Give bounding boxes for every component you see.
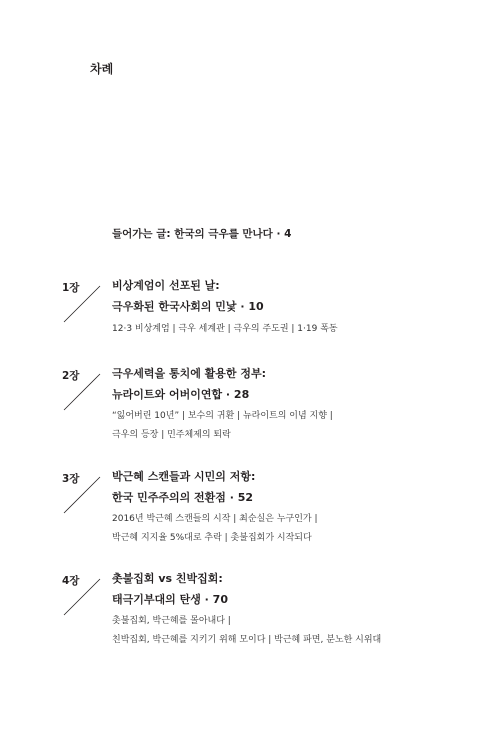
chapter-title-line1: 비상계엄이 선포된 날: <box>112 279 220 292</box>
section-line: 극우의 등장 | 민주체제의 퇴락 <box>112 430 231 440</box>
chapter-title-line1: 박근혜 스캔들과 시민의 저항: <box>112 470 256 483</box>
section-line: 박근혜 지지율 5%대로 추락 | 촛불집회가 시작되다 <box>112 533 312 543</box>
chapter-sections <box>112 407 333 445</box>
chapter-number: 3장 <box>62 473 80 485</box>
chapter-number: 1장 <box>62 282 80 294</box>
section-line: “잃어버린 10년” | 보수의 귀환 | 뉴라이트의 이념 지향 | <box>112 411 333 421</box>
chapter-title-line2: 뉴라이트와 어버이연합 · 28 <box>112 388 250 401</box>
section-line: 12·3 비상계엄 | 극우 세계관 | 극우의 주도권 | 1·19 폭동 <box>112 324 338 334</box>
intro-entry: 들어가는 글: 한국의 극우를 만나다 · 4 <box>112 228 292 240</box>
divider-slash <box>62 473 104 515</box>
chapter-number: 2장 <box>62 370 80 382</box>
toc-title: 차례 <box>90 62 114 76</box>
chapter-sections <box>112 510 318 548</box>
chapter-sections <box>112 612 381 650</box>
chapter-number: 4장 <box>62 575 80 587</box>
divider-slash <box>62 370 104 412</box>
divider-slash <box>62 282 104 324</box>
section-line: 친박집회, 박근혜를 지키기 위해 모이다 | 박근혜 파면, 분노한 시위대 <box>112 635 382 645</box>
chapter-title-line2: 태극기부대의 탄생 · 70 <box>112 593 228 606</box>
divider-slash <box>62 575 104 617</box>
chapter-title-line2: 극우화된 한국사회의 민낯 · 10 <box>112 300 264 313</box>
chapter-title-line2: 한국 민주주의의 전환점 · 52 <box>112 491 254 504</box>
section-line: 촛불집회, 박근혜를 몰아내다 | <box>112 616 231 626</box>
chapter-title-line1: 촛불집회 vs 친박집회: <box>112 572 223 585</box>
chapter-sections <box>112 320 338 339</box>
chapter-title-line1: 극우세력을 통치에 활용한 정부: <box>112 367 267 380</box>
section-line: 2016년 박근혜 스캔들의 시작 | 최순실은 누구인가 | <box>112 514 318 524</box>
